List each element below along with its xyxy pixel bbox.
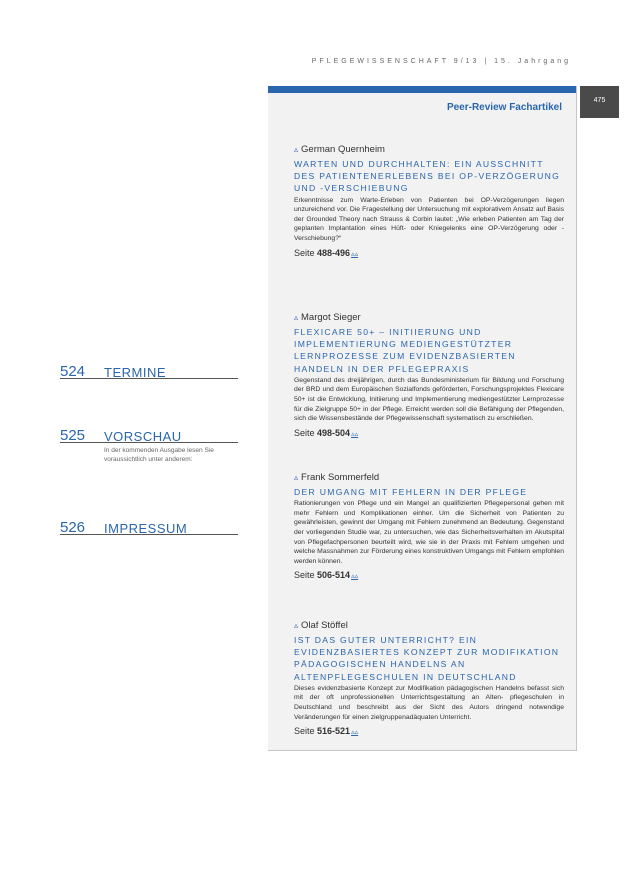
toc-page-number: 524 [60,363,86,380]
article-title[interactable]: FLEXICARE 50+ – INITIIERUNG UND IMPLEMENTIERUNG MEDIENGESTÜTZTER LERNPROZESSE ZUM EVIDENZBASIERTEN HANDELN IN DER PFLEGEPRAXIS [294,327,516,374]
toc-label[interactable]: VORSCHAU [104,429,182,444]
article-title[interactable]: WARTEN UND DURCHHALTEN: EIN AUSSCHNITT DES PATIENTENERLEBENS BEI OP-VERZÖGERUNG UND -VERSCHIEBUNG [294,159,561,194]
article-pages: Seite 516-521▵▵ [294,726,359,737]
double-arrow-icon[interactable]: ▵▵ [351,573,359,581]
article-abstract: Gegenstand des dreijährigen, durch das Bundesministerium für Bildung und Forschung der BRD und dem Europäischen Sozialfonds geförderten, Forschungsprojektes Flexicare 50+ ist die Entwicklung, Initiierung und Implementierung mediengestützter Lernprozesse für die Zielgruppe 50+ in der Pflege. Erreicht werden soll die Befähigung der Pflegenden, sich die Wissensbestände der Pflegewissenschaft systematisch zu erschließen. [294,376,564,423]
triangle-icon: ▵ [294,473,299,482]
toc-entry-termine[interactable] [60,362,238,379]
article-entry [294,620,564,736]
article-author: ▵ Olaf Stöffel [294,620,348,631]
article-abstract: Dieses evidenzbasierte Konzept zur Modifikation pädagogischen Handelns befasst sich mit der oft unprofessionellen Unterrichtsgestaltung an Alten- pflegeschulen in Deutschland und beschreibt aus der Sicht des Autors dringend notwendige Veränderungen für einen zielgruppenadäquaten Unterricht. [294,684,564,721]
toc-label[interactable]: TERMINE [104,365,166,380]
article-title[interactable]: IST DAS GUTER UNTERRICHT? EIN EVIDENZBASIERTES KONZEPT ZUR MODIFIKATION PÄDAGOGISCHEN HANDELNS AN ALTENPFLEGESCHULEN IN DEUTSCHLAND [294,635,560,682]
article-abstract: Rationierungen von Pflege und ein Mangel an qualifizierten Pflegepersonal gehen mit mehr Fehlern und Komplikationen einher. Um die Sicherheit von Patienten zu gewährleisten, gewinnt der Umgang mit Fehlern zunehmend an Bedeutung. Gegenstand der vorliegenden Studie war, zu untersuchen, wie das Sicherheitsverhalten im Akutspital von Pflegefachpersonen beurteilt wird, wie sie in der Praxis mit Fehlern umgehen und welche Massnahmen zur Förderung eines konstruktiven Umgangs mit Fehlern empfohlen werden können. [294,500,564,565]
triangle-icon: ▵ [294,145,299,154]
toc-page-number: 525 [60,427,86,444]
toc-entry-vorschau[interactable] [60,426,238,464]
article-entry [294,144,564,258]
triangle-icon: ▵ [294,313,299,322]
article-author: ▵ German Quernheim [294,144,385,155]
panel-accent-bar [268,86,576,93]
page-number-tab: 475 [580,86,619,118]
article-entry [294,312,564,438]
article-pages: Seite 506-514▵▵ [294,570,359,581]
running-header: PFLEGEWISSENSCHAFT 9/13 | 15. Jahrgang [311,58,571,65]
article-pages: Seite 498-504▵▵ [294,427,359,438]
toc-page-number: 526 [60,519,86,536]
triangle-icon: ▵ [294,621,299,630]
toc-entry-impressum[interactable] [60,518,238,535]
article-abstract: Erkenntnisse zum Warte-Erleben von Patienten bei OP-Verzögerungen liegen unzureichend vor. Die Fragestellung der Untersuchung mit explorativem Ansatz auf Basis der Grounded Theory nach Strauss & Corbin lautet: „Wie erleben Patienten am Tag der geplanten Implantation eines Hüft- oder Kniegelenks eine OP-Verzögerung oder -Verschiebung?“ [294,196,564,242]
article-author: ▵ Margot Sieger [294,312,361,323]
article-pages: Seite 488-496▵▵ [294,247,359,258]
article-author: ▵ Frank Sommerfeld [294,472,380,483]
article-entry [294,472,564,580]
section-title: Peer-Review Fachartikel [446,102,562,113]
double-arrow-icon[interactable]: ▵▵ [351,250,359,258]
peer-review-panel [268,86,577,751]
double-arrow-icon[interactable]: ▵▵ [351,729,359,737]
toc-description: In der kommenden Ausgabe lesen Sie voraussichtlich unter anderem: [104,447,214,463]
toc-label[interactable]: IMPRESSUM [104,521,188,536]
article-title[interactable]: DER UMGANG MIT FEHLERN IN DER PFLEGE [294,487,528,497]
double-arrow-icon[interactable]: ▵▵ [351,430,359,438]
